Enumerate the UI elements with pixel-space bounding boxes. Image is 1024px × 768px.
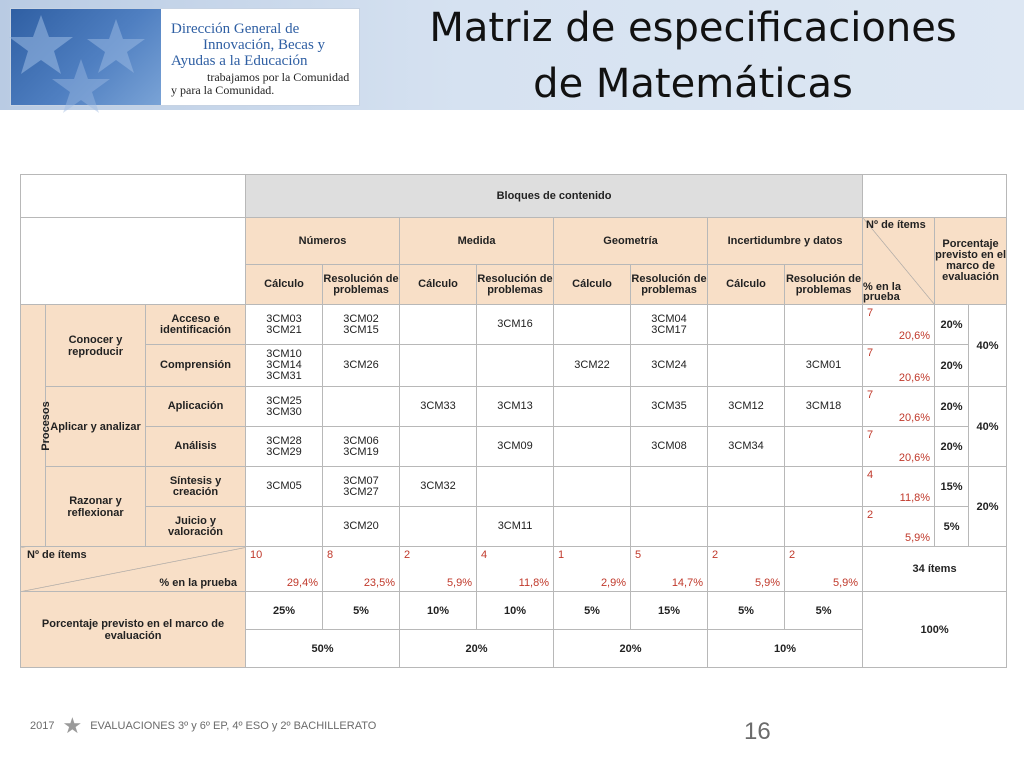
item-codes — [554, 507, 631, 547]
total-items-cell — [631, 547, 708, 592]
item-code: 3CM24 — [651, 359, 687, 371]
item-codes — [323, 345, 400, 387]
item-code: 3CM01 — [805, 359, 842, 371]
footer-year: 2017 — [30, 720, 55, 732]
item-code: 3CM09 — [497, 440, 533, 452]
item-code: 3CM18 — [805, 400, 842, 412]
block-header: Incertidumbre y datos — [708, 218, 863, 265]
items-pct-cell — [863, 345, 935, 387]
item-codes — [246, 467, 323, 507]
items-pct-cell — [863, 305, 935, 345]
item-code: 3CM22 — [574, 359, 610, 371]
items-pct-corner — [863, 218, 935, 305]
marco-block-pct: 20% — [554, 630, 708, 668]
totals-label-top: Nº de ítems — [27, 549, 87, 561]
item-codes — [554, 427, 631, 467]
marco-pct: 20% — [935, 387, 969, 427]
procesos-label — [21, 305, 52, 547]
item-codes — [477, 467, 554, 507]
marco-sub-pct: 10% — [400, 592, 477, 630]
sub-header-resolucion: Resolución de problemas — [785, 265, 863, 305]
item-codes — [708, 427, 785, 467]
marco-total: 100% — [863, 592, 1007, 668]
total-pct: 14,7% — [671, 577, 704, 589]
page-title — [368, 0, 1018, 112]
procesos-text: Procesos — [39, 400, 52, 451]
corner-top-label: Nº de ítems — [866, 219, 926, 231]
marco-sub-pct: 5% — [323, 592, 400, 630]
item-codes — [785, 305, 863, 345]
block-header: Medida — [400, 218, 554, 265]
item-code: 3CM30 — [266, 405, 302, 418]
process-group: Razonar y reflexionar — [46, 467, 146, 547]
stars-icon — [11, 9, 161, 105]
item-codes — [246, 507, 323, 547]
block-header: Geometría — [554, 218, 708, 265]
total-pct: 11,8% — [518, 577, 550, 589]
item-code: 3CM03 — [266, 312, 302, 325]
bloques-header: Bloques de contenido — [246, 175, 863, 218]
item-codes — [477, 345, 554, 387]
total-count: 2 — [404, 549, 411, 561]
item-codes — [323, 467, 400, 507]
item-codes — [400, 507, 477, 547]
item-codes — [708, 467, 785, 507]
footer-text: EVALUACIONES 3º y 6º EP, 4º ESO y 2º BACHILLERATO — [90, 720, 377, 732]
item-code: 3CM27 — [343, 485, 379, 498]
total-count: 2 — [712, 549, 719, 561]
item-codes — [323, 427, 400, 467]
empty-corner — [21, 175, 246, 218]
specifications-matrix — [20, 174, 1006, 668]
item-code: 3CM33 — [420, 400, 456, 412]
marco-pct: 20% — [935, 305, 969, 345]
sub-header-calculo: Cálculo — [554, 265, 631, 305]
item-pct: 20,6% — [898, 372, 931, 384]
item-code: 3CM02 — [343, 312, 379, 325]
logo-tagline-line: trabajamos por la Comunidad — [207, 70, 350, 84]
item-codes — [708, 507, 785, 547]
total-pct: 29,4% — [286, 577, 319, 589]
logo-org-name — [171, 21, 325, 69]
item-codes — [477, 507, 554, 547]
logo-line: Innovación, Becas y — [203, 37, 326, 53]
item-codes — [246, 305, 323, 345]
item-codes — [400, 467, 477, 507]
item-code: 3CM14 — [266, 359, 302, 371]
item-code: 3CM21 — [266, 323, 302, 336]
item-code: 3CM31 — [266, 370, 302, 382]
total-count: 8 — [327, 549, 334, 561]
item-codes — [400, 305, 477, 345]
marco-sub-pct: 5% — [785, 592, 863, 630]
total-pct: 2,9% — [600, 577, 627, 589]
logo-tagline-line: y para la Comunidad. — [171, 83, 275, 97]
logo — [10, 8, 360, 106]
item-count: 4 — [867, 469, 874, 481]
totals-label-bottom: % en la prueba — [159, 577, 238, 589]
marco-block-pct: 50% — [246, 630, 400, 668]
header-blank — [863, 175, 1007, 218]
star-icon: ★ — [62, 713, 83, 738]
group-pct: 40% — [969, 387, 1007, 467]
total-items-cell — [554, 547, 631, 592]
item-codes — [477, 427, 554, 467]
sub-header-resolucion: Resolución de problemas — [631, 265, 708, 305]
item-pct: 20,6% — [898, 412, 931, 424]
items-pct-cell — [863, 427, 935, 467]
item-codes — [246, 345, 323, 387]
item-codes — [246, 387, 323, 427]
group-pct: 20% — [969, 467, 1007, 547]
item-count: 7 — [867, 389, 874, 401]
marco-sub-pct: 5% — [554, 592, 631, 630]
item-codes — [400, 345, 477, 387]
item-codes — [554, 387, 631, 427]
total-items: 34 ítems — [863, 547, 1007, 592]
marco-pct: 20% — [935, 427, 969, 467]
total-items-cell — [785, 547, 863, 592]
item-count: 2 — [867, 509, 874, 521]
item-code: 3CM28 — [266, 434, 302, 447]
matrix-table — [20, 174, 1007, 668]
total-items-cell — [400, 547, 477, 592]
total-items-cell — [708, 547, 785, 592]
block-header: Números — [246, 218, 400, 265]
page-number: 16 — [744, 718, 771, 745]
item-codes — [554, 305, 631, 345]
item-codes — [323, 387, 400, 427]
marco-sub-pct: 5% — [708, 592, 785, 630]
totals-label — [21, 547, 246, 592]
group-pct: 40% — [969, 305, 1007, 387]
item-codes — [785, 387, 863, 427]
item-code: 3CM04 — [651, 312, 687, 325]
item-codes — [631, 305, 708, 345]
item-code: 3CM05 — [266, 480, 302, 492]
item-codes — [631, 427, 708, 467]
item-code: 3CM12 — [728, 400, 764, 412]
item-pct: 20,6% — [898, 452, 931, 464]
item-code: 3CM32 — [420, 480, 456, 492]
total-count: 10 — [250, 549, 263, 561]
title-line: de Matemáticas — [533, 61, 853, 107]
item-code: 3CM08 — [651, 440, 687, 452]
item-code: 3CM17 — [651, 323, 687, 336]
item-codes — [554, 467, 631, 507]
sub-process: Juicio y valoración — [146, 507, 246, 547]
sub-header-resolucion: Resolución de problemas — [477, 265, 554, 305]
total-count: 2 — [789, 549, 796, 561]
item-codes — [785, 467, 863, 507]
sub-process: Acceso e identificación — [146, 305, 246, 345]
item-codes — [477, 305, 554, 345]
logo-line: Dirección General de — [171, 21, 300, 37]
item-codes — [631, 467, 708, 507]
marco-row-label: Porcentaje previsto en el marco de evaluación — [21, 592, 246, 668]
item-count: 7 — [867, 347, 874, 359]
sub-header-calculo: Cálculo — [246, 265, 323, 305]
total-pct: 23,5% — [363, 577, 396, 589]
marco-pct: 20% — [935, 345, 969, 387]
total-count: 4 — [481, 549, 488, 561]
process-group: Aplicar y analizar — [46, 387, 146, 467]
marco-pct: 5% — [935, 507, 969, 547]
empty-corner — [21, 218, 246, 305]
item-pct: 5,9% — [904, 532, 931, 544]
item-code: 3CM06 — [343, 434, 379, 447]
item-code: 3CM16 — [497, 318, 533, 330]
total-count: 1 — [558, 549, 565, 561]
corner-bottom-label: % en la prueba — [863, 281, 901, 303]
header-banner — [0, 0, 1024, 110]
marco-pct: 15% — [935, 467, 969, 507]
item-code: 3CM34 — [728, 440, 764, 452]
item-count: 7 — [867, 429, 874, 441]
item-codes — [785, 507, 863, 547]
item-code: 3CM15 — [343, 323, 379, 336]
item-pct: 11,8% — [899, 492, 931, 504]
item-codes — [323, 507, 400, 547]
item-code: 3CM29 — [266, 445, 302, 458]
total-pct: 5,9% — [754, 577, 781, 589]
item-code: 3CM10 — [266, 348, 302, 360]
item-codes — [323, 305, 400, 345]
item-codes — [400, 387, 477, 427]
sub-process: Síntesis y creación — [146, 467, 246, 507]
sub-header-calculo: Cálculo — [708, 265, 785, 305]
total-items-cell — [323, 547, 400, 592]
item-codes — [631, 507, 708, 547]
total-items-cell — [246, 547, 323, 592]
items-pct-cell — [863, 467, 935, 507]
item-codes — [554, 345, 631, 387]
item-codes — [477, 387, 554, 427]
item-codes — [631, 387, 708, 427]
item-codes — [246, 427, 323, 467]
item-code: 3CM13 — [497, 400, 533, 412]
total-count: 5 — [635, 549, 642, 561]
item-codes — [400, 427, 477, 467]
total-items-cell — [477, 547, 554, 592]
item-count: 7 — [867, 307, 874, 319]
sub-header-resolucion: Resolución de problemas — [323, 265, 400, 305]
marco-block-pct: 20% — [400, 630, 554, 668]
marco-sub-pct: 25% — [246, 592, 323, 630]
title-line: Matriz de especificaciones — [429, 5, 957, 51]
items-pct-cell — [863, 387, 935, 427]
item-code: 3CM25 — [266, 394, 302, 407]
item-pct: 20,6% — [898, 330, 931, 342]
marco-block-pct: 10% — [708, 630, 863, 668]
sub-header-calculo: Cálculo — [400, 265, 477, 305]
item-code: 3CM26 — [343, 359, 379, 371]
sub-process: Aplicación — [146, 387, 246, 427]
item-codes — [631, 345, 708, 387]
logo-line: Ayudas a la Educación — [171, 53, 308, 69]
total-pct: 5,9% — [832, 577, 859, 589]
footer — [30, 713, 377, 738]
item-codes — [708, 345, 785, 387]
items-pct-cell — [863, 507, 935, 547]
item-code: 3CM07 — [343, 474, 379, 487]
item-codes — [785, 427, 863, 467]
marco-sub-pct: 15% — [631, 592, 708, 630]
item-code: 3CM20 — [343, 520, 379, 532]
total-pct: 5,9% — [446, 577, 473, 589]
logo-tagline — [171, 71, 349, 97]
marco-sub-pct: 10% — [477, 592, 554, 630]
item-code: 3CM19 — [343, 445, 379, 458]
process-group: Conocer y reproducir — [46, 305, 146, 387]
item-code: 3CM35 — [651, 400, 687, 412]
item-codes — [708, 305, 785, 345]
item-codes — [708, 387, 785, 427]
item-codes — [785, 345, 863, 387]
item-code: 3CM11 — [497, 520, 533, 532]
sub-process: Análisis — [146, 427, 246, 467]
sub-process: Comprensión — [146, 345, 246, 387]
marco-header: Porcentaje previsto en el marco de evaluación — [935, 218, 1007, 305]
